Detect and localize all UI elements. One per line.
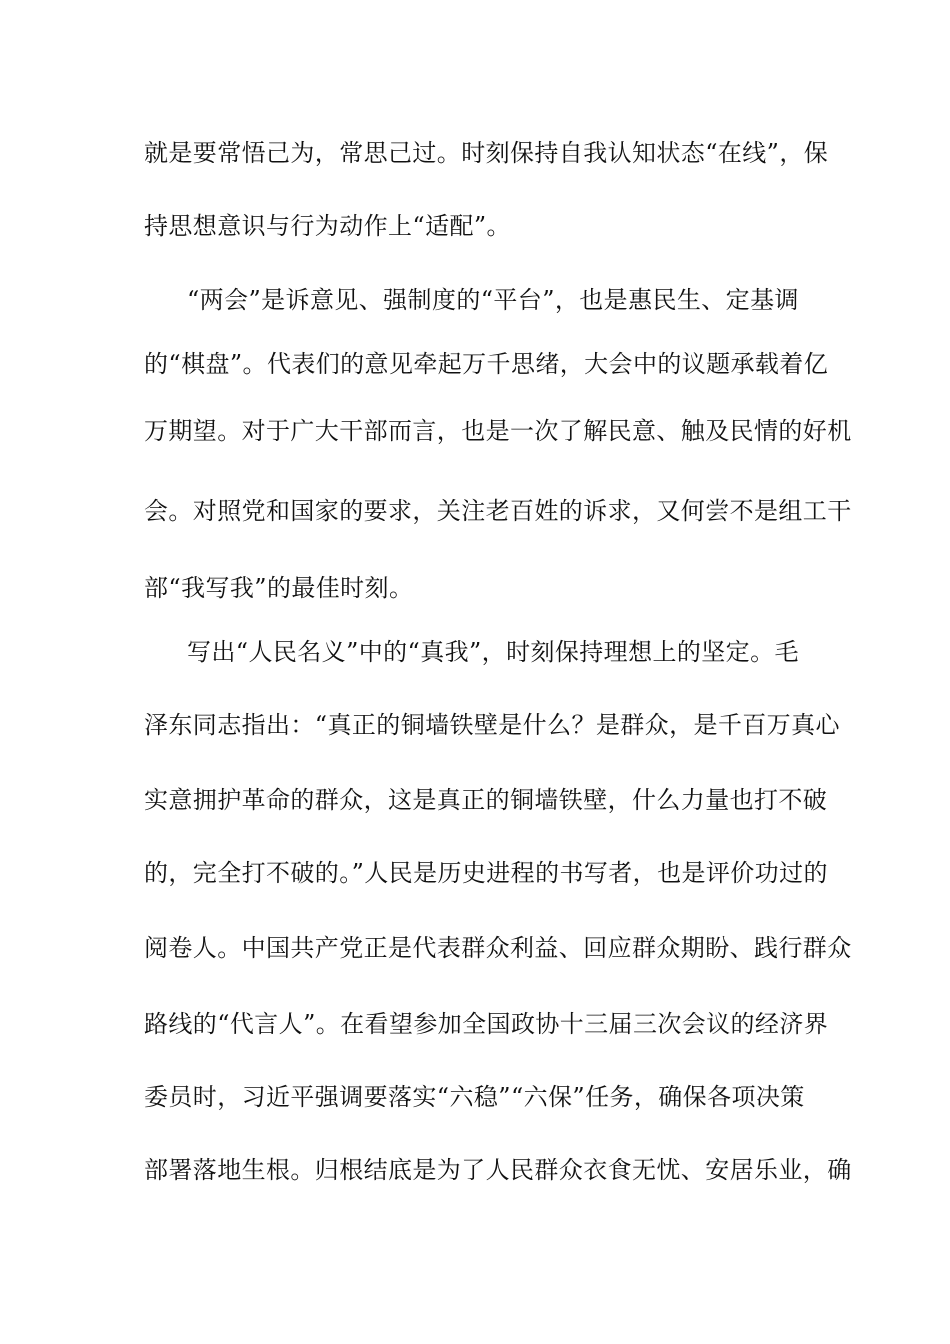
text-line: 部署落地生根。归根结底是为了人民群众衣食无忧、安居乐业，确 [144, 1156, 852, 1184]
text-line: 持思想意识与行为动作上“适配”。 [144, 212, 511, 240]
paragraph-first-line: 写出“人民名义”中的“真我”，时刻保持理想上的坚定。毛 [187, 638, 799, 666]
text-line: 路线的“代言人”。在看望参加全国政协十三届三次会议的经济界 [144, 1010, 829, 1038]
text-line: 的“棋盘”。代表们的意见牵起万千思绪，大会中的议题承载着亿 [144, 350, 829, 378]
text-line: 阅卷人。中国共产党正是代表群众利益、回应群众期盼、践行群众 [144, 934, 852, 962]
paragraph-first-line: “两会”是诉意见、强制度的“平台”，也是惠民生、定基调 [187, 286, 799, 314]
text-line: 万期望。对于广大干部而言，也是一次了解民意、触及民情的好机 [144, 417, 852, 445]
text-line: 的，完全打不破的。”人民是历史进程的书写者，也是评价功过的 [144, 859, 828, 887]
text-line: 实意拥护革命的群众，这是真正的铜墙铁壁，什么力量也打不破 [144, 786, 828, 814]
text-line: 就是要常悟己为，常思己过。时刻保持自我认知状态“在线”，保 [144, 139, 829, 167]
text-line: 泽东同志指出：“真正的铜墙铁壁是什么？是群众，是千百万真心 [144, 711, 840, 739]
text-line: 委员时，习近平强调要落实“六稳”“六保”任务，确保各项决策 [144, 1083, 805, 1111]
text-line: 部“我写我”的最佳时刻。 [144, 574, 414, 602]
text-line: 会。对照党和国家的要求，关注老百姓的诉求，又何尝不是组工干 [144, 497, 852, 525]
